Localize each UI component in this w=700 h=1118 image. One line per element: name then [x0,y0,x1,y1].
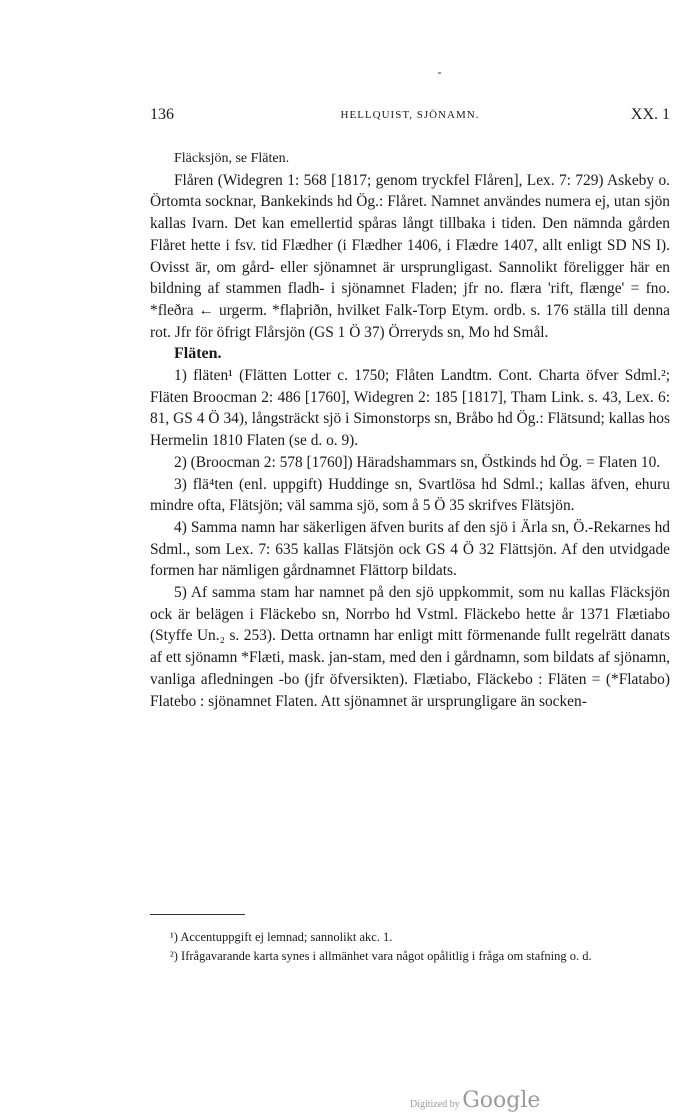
flaten-paragraph-1: 1) fläten¹ (Flätten Lotter c. 1750; Flåten Landtm. Cont. Charta öfver Sdml.²; Fläten Broocman 2: 486 [1760], Widegren 2: 185 [1817], Tham Link. s. 43, Lex. 6: 81, GS 4 Ö 34), långsträckt sjö i Simonstorps sn, Bråbo hd Ög.: Flätsund; kallas hos Hermelin 1810 Flaten (se d. o. 9). [150,367,670,450]
page-number: 136 [150,106,174,123]
flaten-paragraph-3: 3) flä⁴ten (enl. uppgift) Huddinge sn, Svartlösa hd Sdml.; kallas äfven, ehuru mindre ofta, Flätsjön; väl samma sjö, som å 5 Ö 35 skrifves Flätsjön. [150,475,670,515]
flaten-paragraph-5: 5) Af samma stam har namnet på den sjö uppkommit, som nu kallas Fläcksjön ock är belägen i Fläckebo sn, Norrbo hd Vstml. Fläckebo hette år 1371 Flætiabo (Styffe Un.₂ s. 253). Detta ortnamn har enligt mitt förmenande fullt regelrätt danats af ett sjönamn *Flæti, mask. jan-stam, med den i gårdnamn, som bildats af sjönamn, vanliga afledningen -bo (jfr öfversikten). Flætiabo, Fläckebo : Fläten = (*Flatabo) Flatebo : sjönamnet Flaten. Att sjönamnet är ursprungligare än socken- [150,584,670,710]
running-title: HELLQUIST, SJÖNAMN. [340,109,480,121]
page-header [150,106,670,130]
flaten-paragraph-4: 4) Samma namn har säkerligen äfven burits af den sjö i Ärla sn, Ö.-Rekarnes hd Sdml., som Lex. 7: 635 kallas Flätsjön ock GS 4 Ö 32 Flättsjön. Af den utvidgade formen har nämligen gårdnamnet Flättorp bildats. [150,518,670,580]
entry-flaren: Flåren (Widegren 1: 568 [1817; genom tryckfel Flåren], Lex. 7: 729) Askeby o. Örtomta socknar, Bankekinds hd Ög.: Flåret. Namnet användes numera ej, utan sjön kallas Ivarn. Det kan emellertid spåras långt tillbaka i tiden. Den nämnda gården Flåret hette i fsv. tid Flædher (i Flædher 1406, i Flædre 1407, allt enligt SD NS I). Ovisst är, om gård- eller sjönamnet är ursprungligast. Sannolikt föreligger här en bildning af stammen fladh- i sjönamnet Fladen; jfr no. flæra 'rift, flænge' = fno. *fleðra ← urgerm. *flaþriðn, hvilket Falk-Torp Etym. ordb. s. 176 ställa till denna rot. Jfr för öfrigt Flårsjön (GS 1 Ö 37) Örreryds sn, Mo hd Smål. [150,171,670,341]
section-number: XX. 1 [630,106,670,123]
footnote-1: ¹) Accentuppgift ej lemnad; sannolikt akc. 1. [170,930,393,944]
footnote-2: ²) Ifrågavarande karta synes i allmänhet vara något opålitlig i fråga om stafning o. d. [170,949,592,963]
footnote-rule [150,914,245,915]
footnotes [150,928,670,966]
entry-heading-flaten: Fläten. [174,345,222,363]
cross-reference-line: Fläcksjön, se Fläten. [174,151,290,166]
digitized-by-label: Digitized by [410,1099,460,1110]
flaten-paragraph-2: 2) (Broocman 2: 578 [1760]) Häradshammars sn, Östkinds hd Ög. = Flaten 10. [174,453,661,471]
google-logo-text: Google [462,1088,541,1113]
scan-speck [438,72,441,74]
main-text [150,148,670,712]
digitization-watermark [410,1088,540,1113]
